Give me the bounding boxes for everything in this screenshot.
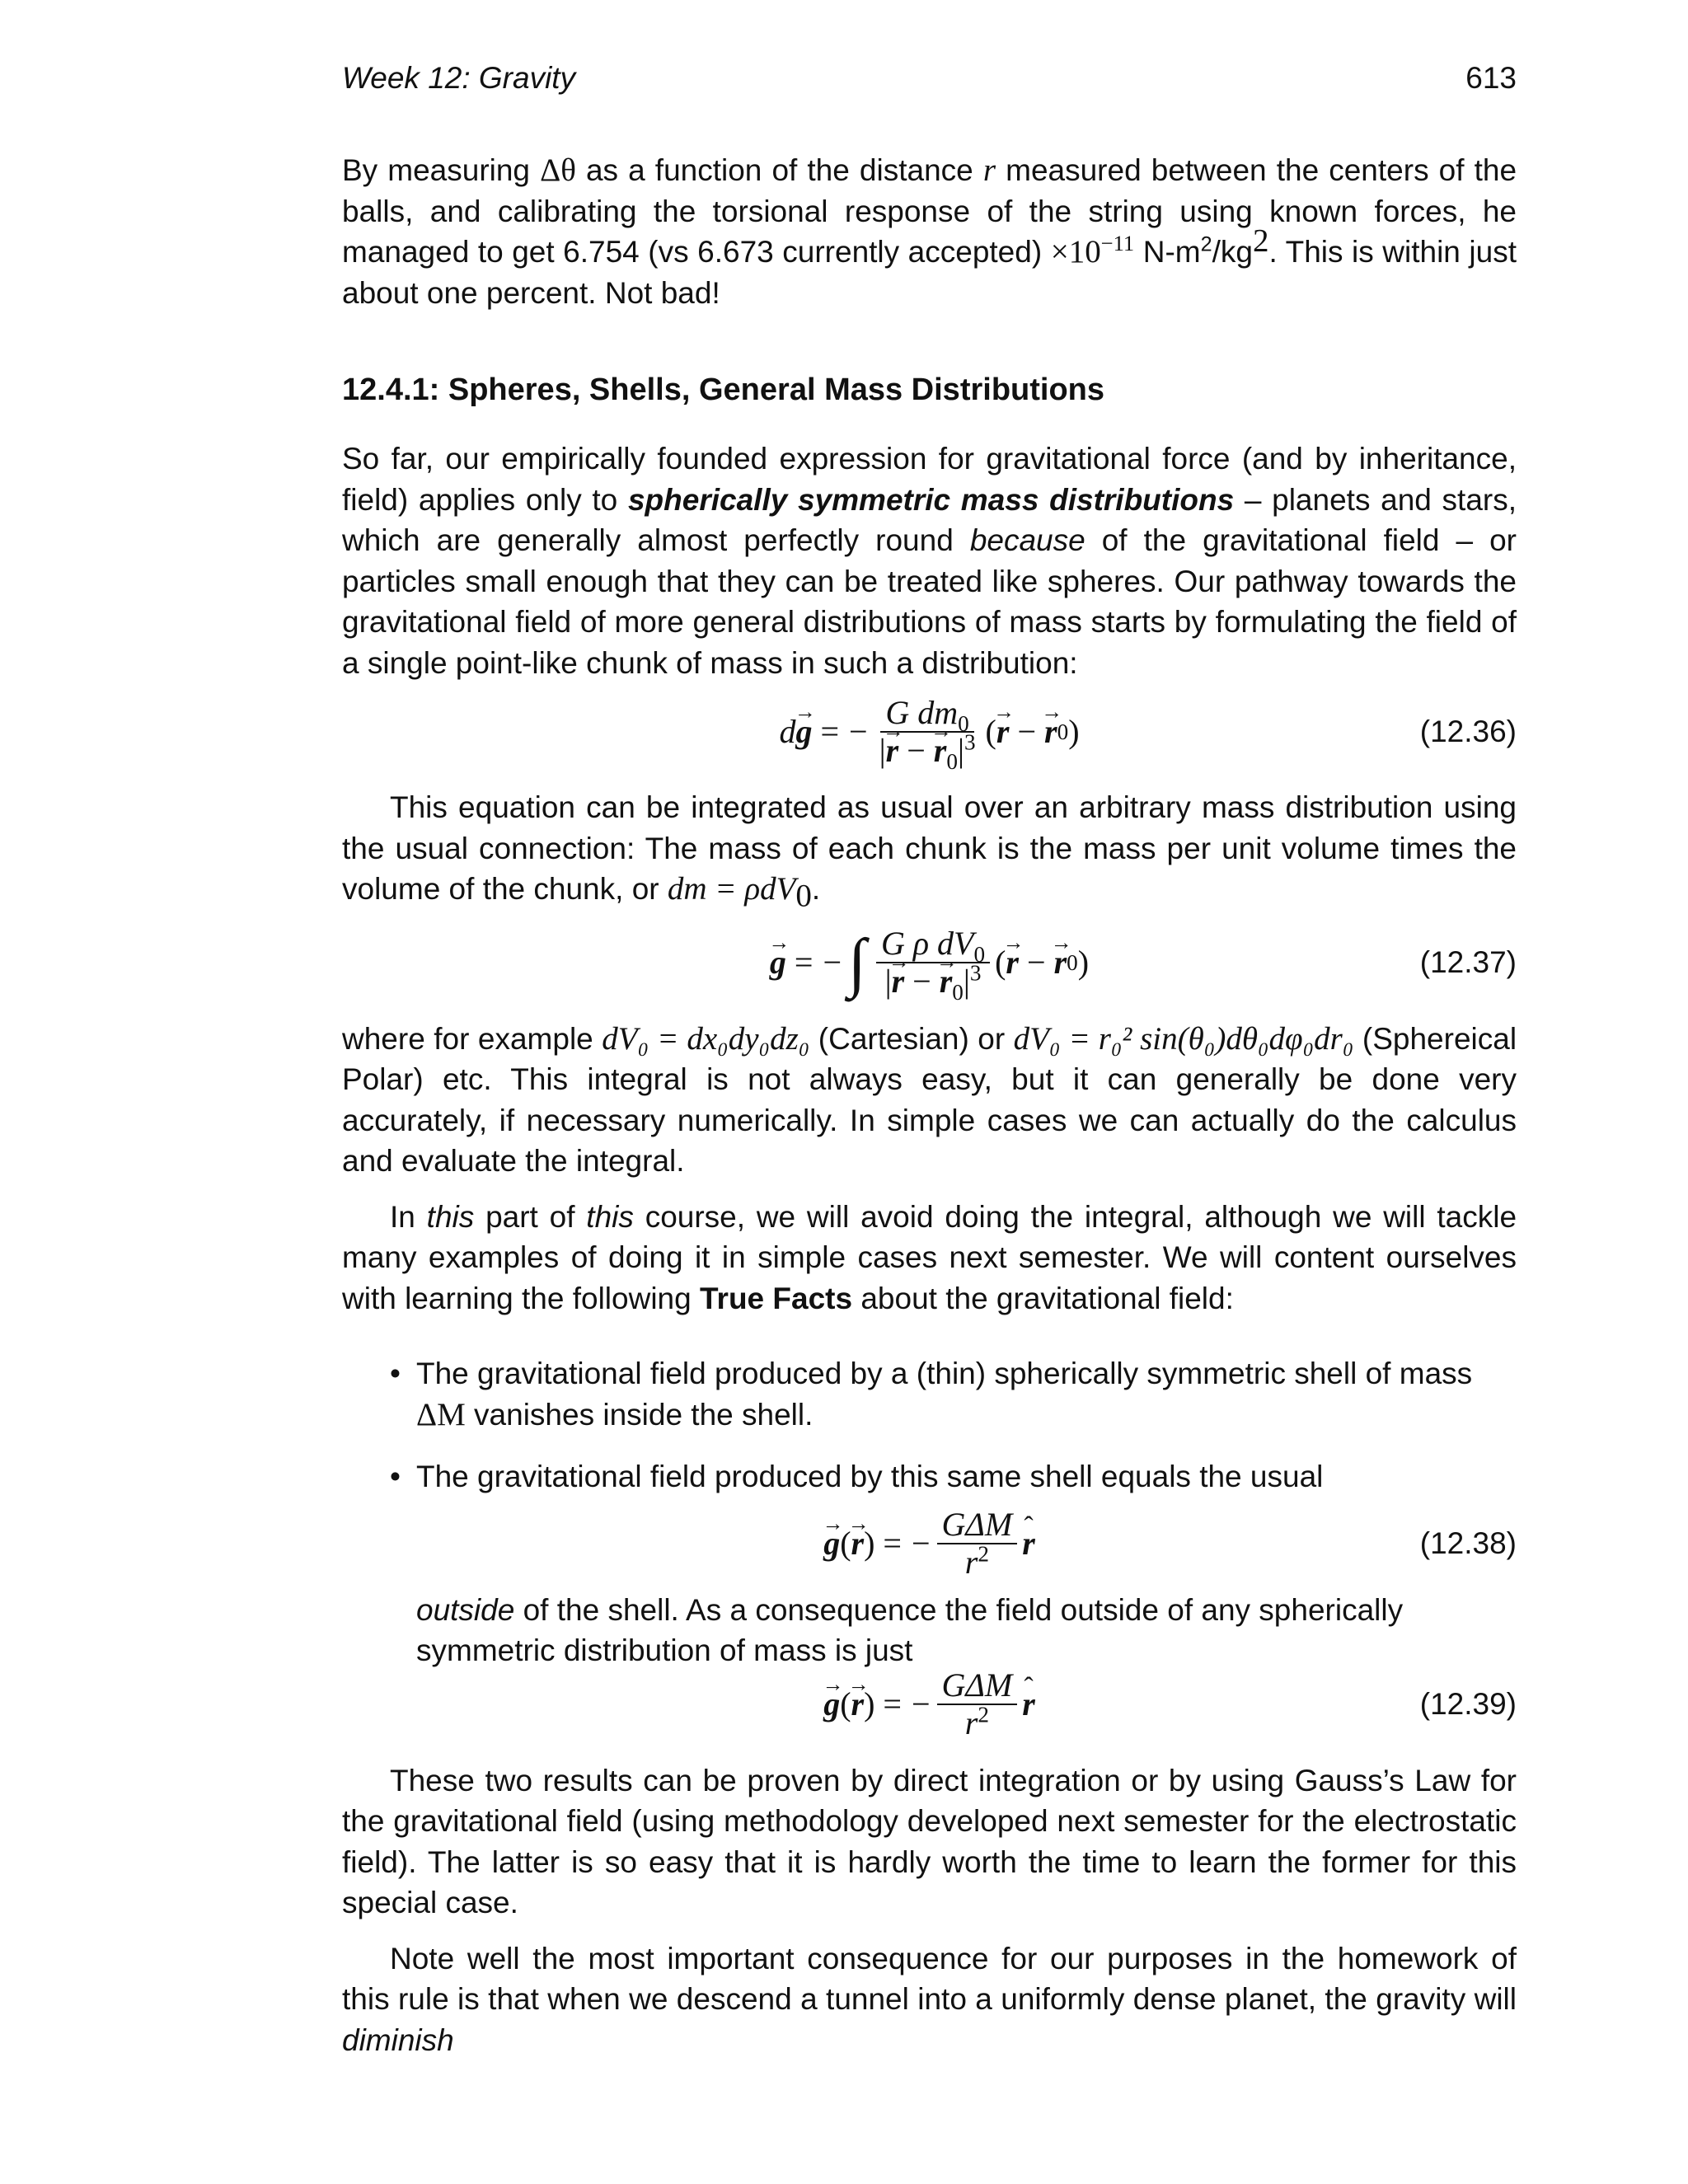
equation-12-39 bbox=[416, 1666, 1517, 1741]
paragraph-integration: This equation can be integrated as usual over an arbitrary mass distribution using the usual connection: The mass of each chunk is the mass per unit volume times the volume of the chunk, or dm = ρdV$_0$. bbox=[342, 790, 1517, 914]
list-item: • The gravitational field produced by a (thin) spherically symmetric shell of mass ΔM vanishes inside the shell. bbox=[342, 1353, 1517, 1435]
equation-12-39-body: g → ( r → ) = − $\frac{\text{GΔM}}{r^2}$ r ˆ bbox=[342, 1667, 1517, 1741]
equation-12-38-body: g → ( r → ) = − $\frac{\text{GΔM}}{r^2}$ r ˆ bbox=[342, 1507, 1517, 1581]
page-number: 613 bbox=[1465, 61, 1517, 95]
paragraph-cavendish-result: By measuring Δθ as a function of the distance r measured between the centers of the balls, and calibrating the torsional response of the string using known forces, he managed to get 6.754 (vs 6.673 currently accepted) $\times 10^{-11}$ $N-m^2/kg^2$. This is within just about one percent. Not bad! bbox=[342, 152, 1517, 310]
equation-12-38 bbox=[416, 1497, 1517, 1590]
bullet-icon: • bbox=[390, 1357, 401, 1390]
list-item: • The gravitational field produced by this same shell equals the usual g → ( r → ) = − $\frac{\text{GΔM}}{r^2}$ r ˆ (12.38) outside of the shell. As a consequence the field outside of any spherically symmetric distribution of mass is just g → ( r → ) = − $\frac{\text{GΔM}}{r^2}$ r ˆ (12.39) bbox=[342, 1456, 1517, 1737]
running-header bbox=[342, 58, 1517, 107]
equation-number: (12.38) bbox=[1419, 1526, 1517, 1560]
equation-number: (12.39) bbox=[1419, 1686, 1517, 1721]
equation-number: (12.37) bbox=[1419, 944, 1517, 979]
list-item-continuation: outside of the shell. As a consequence the field outside of any spherically symmetric distribution of mass is just bbox=[416, 1592, 1404, 1667]
bullet-icon: • bbox=[390, 1460, 401, 1493]
paragraph-spherical-distributions: So far, our empirically founded expression for gravitational force (and by inheritance, field) applies only to spherically symmetric mass distributions – planets and stars, which are generally almost perfectly round because of the gravitational field – or particles small enough that they can be treated like spheres. Our pathway towards the gravitational field of more general distributions of mass starts by formulating the field of a single point-like chunk of mass in such a distribution: bbox=[342, 442, 1517, 680]
true-facts-list bbox=[342, 1353, 1517, 1741]
chapter-title: Week 12: Gravity bbox=[342, 61, 576, 95]
paragraph-gauss-law: These two results can be proven by direct integration or by using Gauss’s Law for the gravitational field (using methodology developed next semester for the electrostatic field). The latter is so easy that it is hardly worth the time to learn the former for this special case. bbox=[342, 1763, 1517, 1919]
equation-number: (12.36) bbox=[1419, 715, 1517, 749]
equation-12-36 bbox=[342, 683, 1517, 780]
paragraph-coordinate-examples: where for example dV₀ = dx₀dy₀dz₀ (Cartesian) or dV₀ = r₀² sin(θ₀)dθ₀dφ₀dr₀ (Sphereical Polar) etc. This integral is not always easy, but it can generally be done very accurately, if necessary numerically. In simple cases we can actually do the calculus and evaluate the integral. bbox=[342, 1020, 1517, 1178]
document-page bbox=[342, 58, 1517, 2060]
equation-12-37 bbox=[342, 910, 1517, 1015]
section-heading: 12.4.1: Spheres, Shells, General Mass Distributions bbox=[342, 373, 1105, 407]
equation-12-36-body: d g → = − $\frac{G dm_0}{|r \to - r \to_0|^3}$ ( r → − r → 0 ) bbox=[342, 695, 1517, 769]
paragraph-tunnel: Note well the most important consequence for our purposes in the homework of this rule is that when we descend a tunnel into a uniformly dense planet, the gravity will diminish bbox=[342, 1941, 1517, 2057]
equation-12-37-body: g → = − ∫ $\frac{G \rho dV_0}{|r \to - r \to_0|^3}$ ( r → − r → 0 ) bbox=[342, 926, 1517, 1000]
paragraph-true-facts-intro: In this part of this course, we will avoid doing the integral, although we will tackle many examples of doing it in simple cases next semester. We will content ourselves with learning the following True Facts about the gravitational field: bbox=[342, 1199, 1517, 1315]
